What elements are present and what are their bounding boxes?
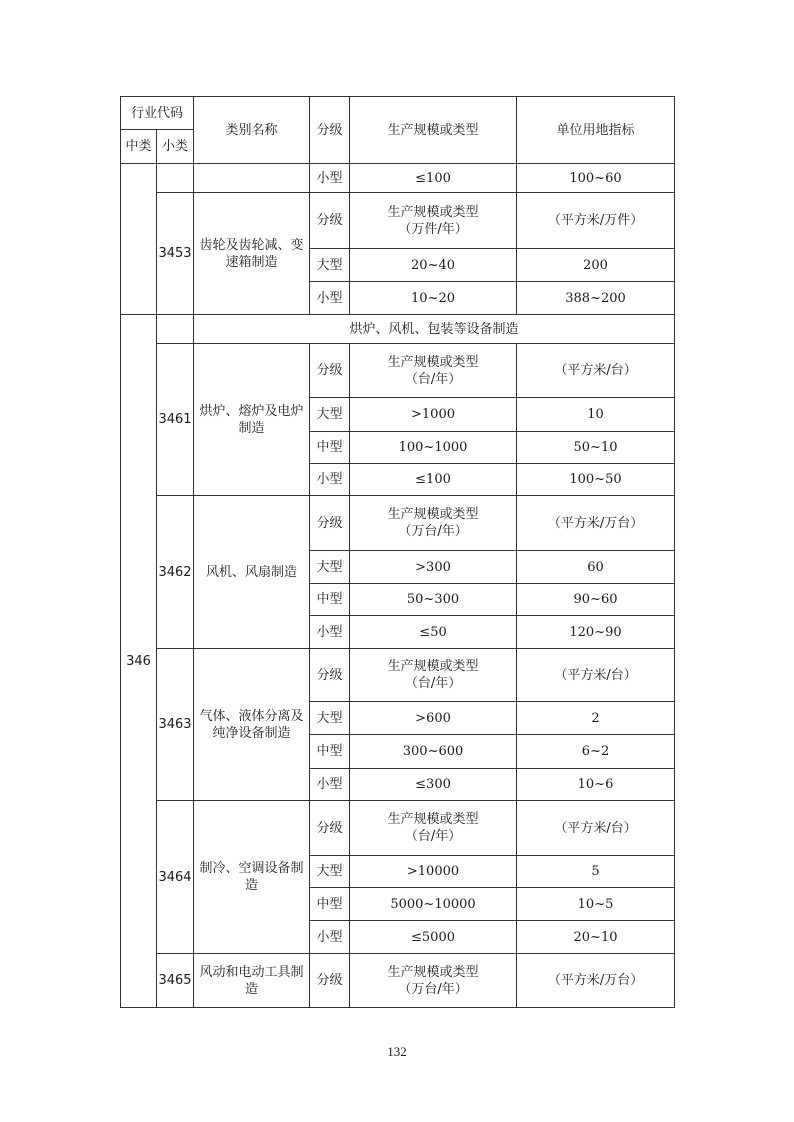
grade-cell: 小型 [310,921,350,954]
section-title: 烘炉、风机、包装等设备制造 [194,315,675,344]
category-cell-empty [194,164,310,193]
scale-cell: 50~300 [350,584,517,616]
sub-class-code: 3463 [157,649,194,801]
indicator-cell: 50~10 [517,432,675,464]
scale-cell: 100~1000 [350,432,517,464]
indicator-cell: 10~5 [517,888,675,921]
scale-unit: （万台/年） [398,524,468,539]
sub-class-code: 3465 [157,954,194,1008]
indicator-unit: （平方米/台） [517,649,675,702]
grade-cell: 小型 [310,464,350,496]
grade-cell: 中型 [310,735,350,769]
category-name: 烘炉、熔炉及电炉制造 [194,344,310,496]
category-name: 制冷、空调设备制造 [194,801,310,954]
grade-cell: 小型 [310,769,350,801]
header-mid-class: 中类 [121,130,157,164]
grade-cell: 小型 [310,282,350,315]
indicator-unit: （平方米/万件） [517,193,675,249]
scale-cell: 20~40 [350,249,517,282]
grade-label: 分级 [310,193,350,249]
page-number: 132 [387,1044,407,1059]
mid-class-code: 346 [121,315,157,1008]
mid-class-cell-empty [121,164,157,315]
scale-unit: （万件/年） [398,221,468,237]
grade-label: 分级 [310,344,350,398]
scale-cell: ≤100 [350,464,517,496]
category-name: 风机、风扇制造 [194,496,310,649]
indicator-cell: 100~50 [517,464,675,496]
scale-unit-cell [350,344,517,398]
scale-unit-cell [350,801,517,856]
sub-class-code: 3464 [157,801,194,954]
scale-cell: ≤300 [350,769,517,801]
scale-unit: （台/年） [404,676,462,691]
indicator-cell: 60 [517,551,675,584]
scale-label: 生产规模或类型 [387,964,479,980]
indicator-cell: 6~2 [517,735,675,769]
indicator-cell: 20~10 [517,921,675,954]
header-industry-code: 行业代码 [121,97,194,130]
grade-cell: 大型 [310,551,350,584]
sub-class-code: 3461 [157,344,194,496]
scale-unit-cell [350,649,517,702]
grade-label: 分级 [310,649,350,702]
scale-label: 生产规模或类型 [387,507,479,522]
grade-cell: 小型 [310,616,350,649]
grade-cell: 小型 [310,164,350,193]
indicator-cell: 100~60 [517,164,675,193]
header-category-name: 类别名称 [194,97,310,164]
scale-cell: >600 [350,702,517,735]
indicator-cell: 2 [517,702,675,735]
scale-unit-cell [350,954,517,1008]
scale-unit: （台/年） [404,829,462,844]
indicator-unit: （平方米/万台） [517,954,675,1008]
scale-label: 生产规模或类型 [387,812,479,827]
grade-cell: 大型 [310,398,350,432]
category-name: 气体、液体分离及纯净设备制造 [194,649,310,801]
scale-cell: 10~20 [350,282,517,315]
scale-label: 生产规模或类型 [387,204,479,220]
header-grade: 分级 [310,97,350,164]
scale-unit-cell [350,193,517,249]
indicator-cell: 90~60 [517,584,675,616]
indicator-unit: （平方米/台） [517,344,675,398]
scale-cell: 300~600 [350,735,517,769]
grade-cell: 中型 [310,888,350,921]
header-sub-class: 小类 [157,130,194,164]
scale-cell: >1000 [350,398,517,432]
scale-unit-cell [350,496,517,551]
indicator-unit: （平方米/台） [517,801,675,856]
grade-cell: 中型 [310,584,350,616]
scale-cell: >10000 [350,856,517,888]
grade-label: 分级 [310,801,350,856]
scale-cell: >300 [350,551,517,584]
grade-cell: 大型 [310,249,350,282]
grade-cell: 大型 [310,702,350,735]
header-indicator: 单位用地指标 [517,97,675,164]
scale-label: 生产规模或类型 [387,659,479,674]
scale-unit: （台/年） [404,371,462,387]
scale-cell: ≤5000 [350,921,517,954]
grade-cell: 大型 [310,856,350,888]
section-spacer-cell [157,315,194,344]
land-use-indicator-table [120,96,675,1008]
category-name: 风动和电动工具制造 [194,954,310,1008]
header-scale: 生产规模或类型 [350,97,517,164]
scale-unit: （万台/年） [398,981,468,997]
indicator-cell: 120~90 [517,616,675,649]
indicator-cell: 5 [517,856,675,888]
indicator-cell: 10~6 [517,769,675,801]
sub-class-cell-empty [157,164,194,193]
grade-label: 分级 [310,954,350,1008]
scale-label: 生产规模或类型 [387,354,479,370]
indicator-cell: 388~200 [517,282,675,315]
grade-label: 分级 [310,496,350,551]
indicator-cell: 200 [517,249,675,282]
grade-cell: 中型 [310,432,350,464]
scale-cell: ≤100 [350,164,517,193]
scale-cell: 5000~10000 [350,888,517,921]
sub-class-code: 3453 [157,193,194,315]
scale-cell: ≤50 [350,616,517,649]
indicator-cell: 10 [517,398,675,432]
category-name: 齿轮及齿轮减、变速箱制造 [194,193,310,315]
sub-class-code: 3462 [157,496,194,649]
indicator-unit: （平方米/万台） [517,496,675,551]
